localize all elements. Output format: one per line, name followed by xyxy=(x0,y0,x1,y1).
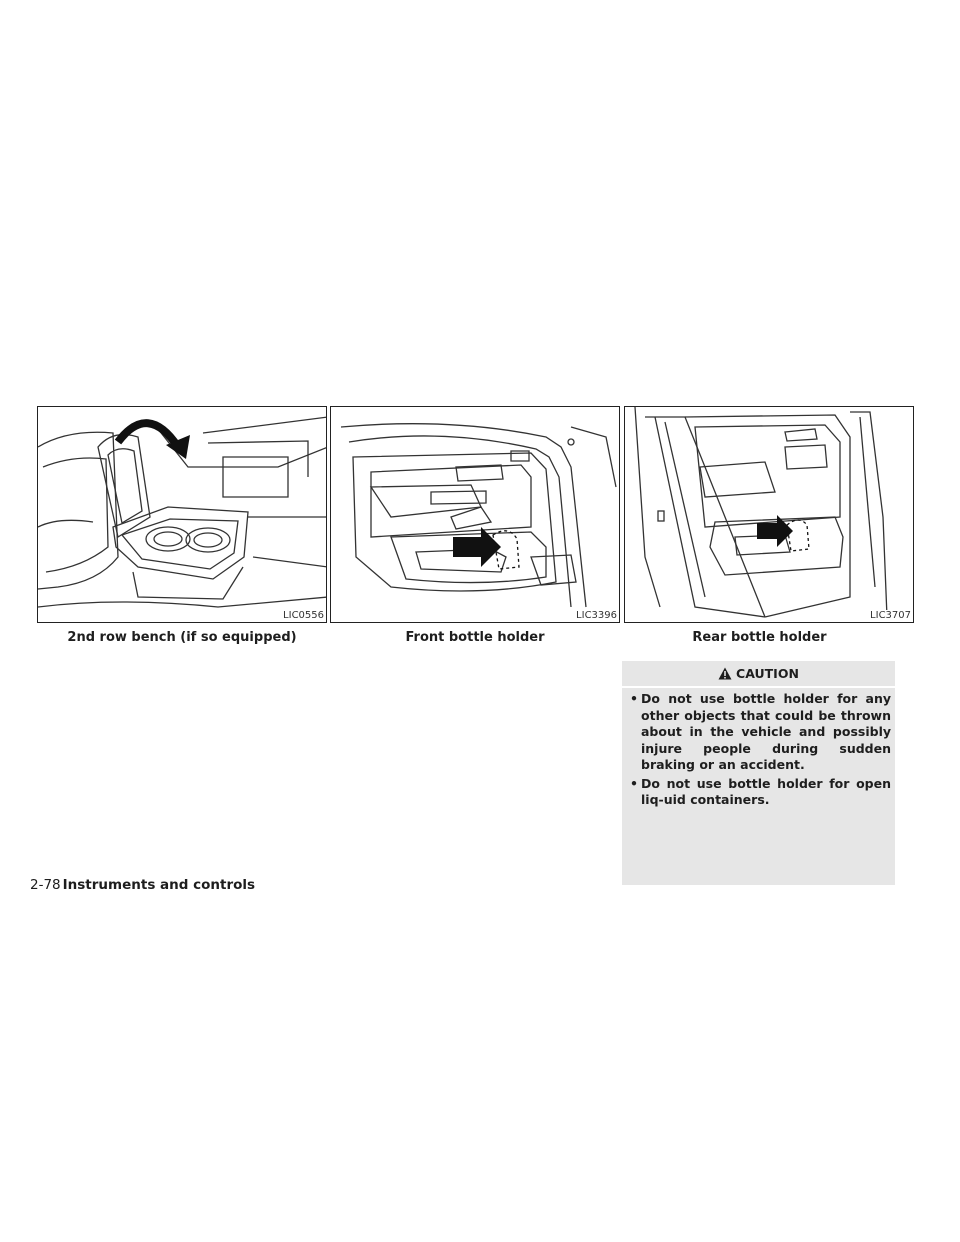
caution-title: CAUTION xyxy=(736,666,799,681)
section-title: Instruments and controls xyxy=(62,877,256,893)
caution-header xyxy=(622,661,895,686)
rotation-arrow-icon xyxy=(118,423,190,459)
caution-item-text: Do not use bottle holder for any other objects that could be thrown about in the vehicle and possibly injure people during sudden braking or an accident. xyxy=(641,691,891,772)
caution-divider xyxy=(622,686,895,688)
figure-code: LIC3396 xyxy=(576,610,617,621)
figure-caption: Rear bottle holder xyxy=(692,630,827,645)
figure-code: LIC3707 xyxy=(870,610,911,621)
page-number: 2-78 xyxy=(30,877,61,893)
bottle-outline-icon xyxy=(787,520,809,551)
figure-rear-holder xyxy=(624,406,914,623)
caution-item xyxy=(630,776,891,809)
figure-code: LIC0556 xyxy=(283,610,324,621)
caution-item-text: Do not use bottle holder for open liq-uid containers. xyxy=(641,775,891,807)
caution-list xyxy=(630,689,891,809)
figure-front-holder xyxy=(330,406,620,623)
bench-illustration xyxy=(38,407,327,623)
bullet: • xyxy=(630,775,638,791)
figure-caption: 2nd row bench (if so equipped) xyxy=(67,630,297,645)
rear-door-illustration xyxy=(625,407,896,623)
caution-item xyxy=(630,691,891,774)
front-door-illustration xyxy=(331,407,620,623)
bullet: • xyxy=(630,691,638,706)
warning-icon xyxy=(718,667,732,680)
figure-bench xyxy=(37,406,327,623)
figure-caption: Front bottle holder xyxy=(405,630,545,645)
caution-box xyxy=(622,661,895,885)
page-footer xyxy=(30,877,255,893)
